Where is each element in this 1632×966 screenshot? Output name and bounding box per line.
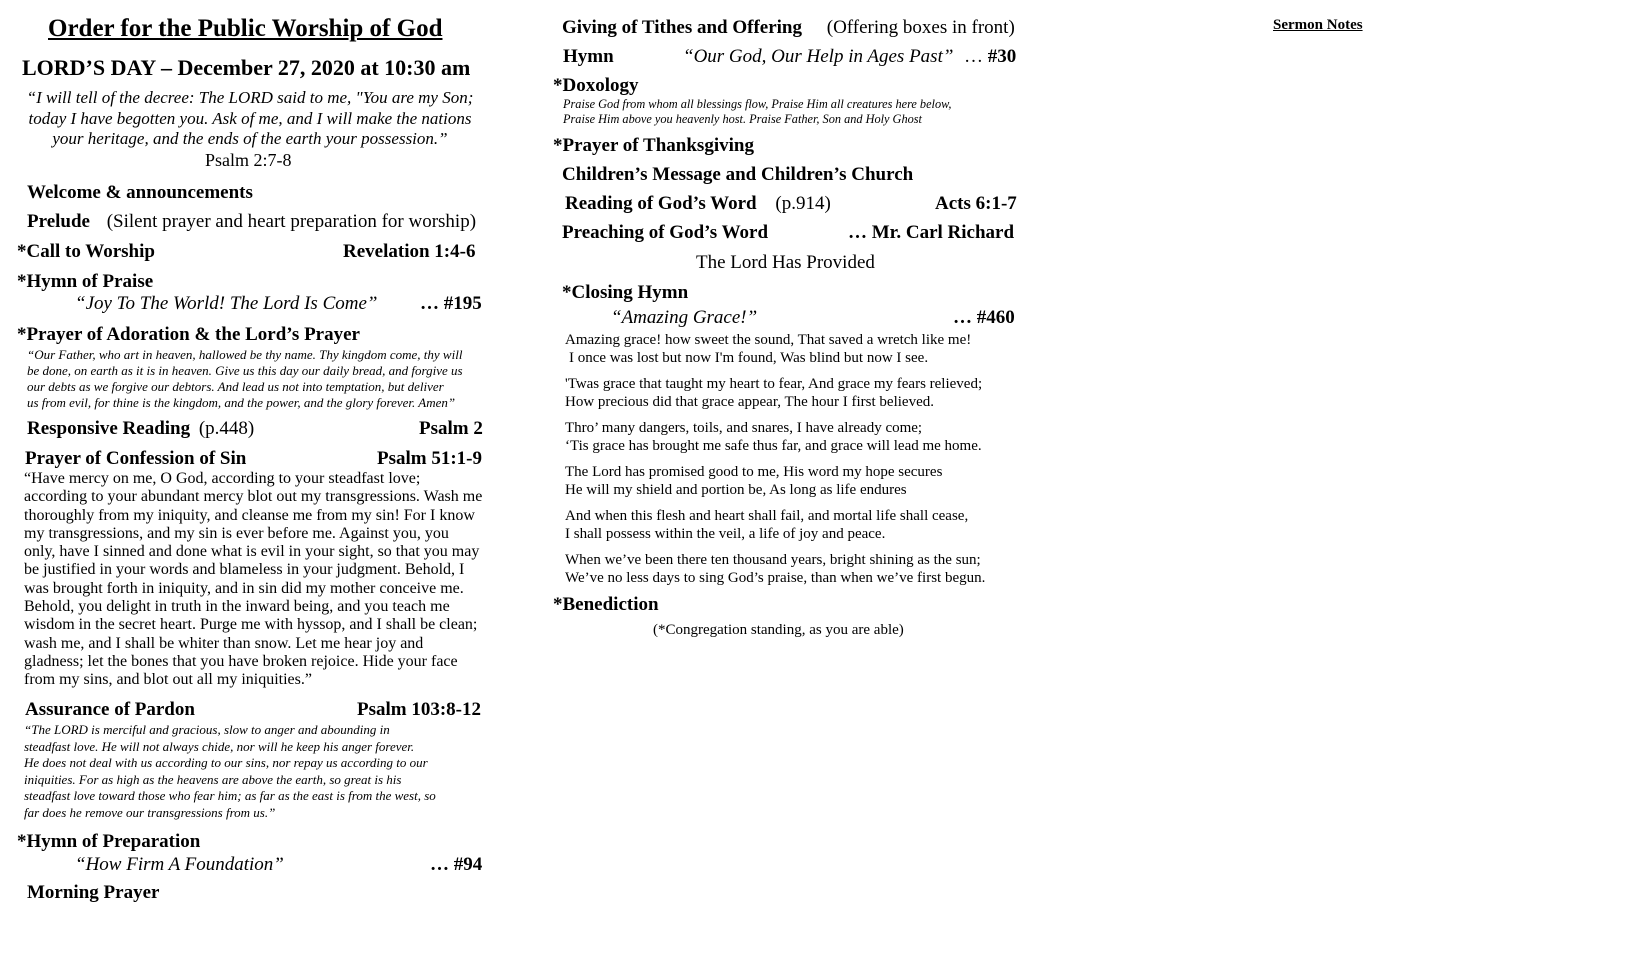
doxology-line: Praise Him above you heavenly host. Praise Father, Son and Holy Ghost [563, 112, 922, 126]
prelude-label: Prelude [27, 211, 90, 232]
assurance-line: iniquities. For as high as the heavens are above the earth, so great is his [24, 771, 402, 787]
standing-note: (*Congregation standing, as you are able) [653, 622, 904, 638]
hymn-of-preparation-label: *Hymn of Preparation [17, 831, 201, 852]
lyric-line: He will my shield and portion be, As long as life endures [565, 482, 907, 499]
assurance-line: steadfast love toward those who fear him; as far as the east is from the west, so [24, 788, 436, 804]
childrens-message-label: Children’s Message and Children’s Church [562, 164, 914, 185]
assurance-line: “The LORD is merciful and gracious, slow to anger and abounding in [24, 722, 390, 737]
lyric-line: And when this flesh and heart shall fail, and mortal life shall cease, [565, 508, 969, 524]
hymn-of-preparation-number: … #94 [430, 854, 483, 875]
verse-block-3 [565, 419, 982, 456]
confession-line: only, have I sinned and done what is evil in your sight, so that you may [24, 543, 480, 561]
prayer-line: us from evil, for thine is the kingdom, and the power, and the glory forever. Amen” [27, 395, 456, 410]
reading-page: (p.914) [775, 193, 831, 214]
responsive-reading-label: Responsive Reading [27, 418, 191, 439]
doxology-text [563, 97, 951, 127]
preaching-speaker: … Mr. Carl Richard [848, 222, 1015, 243]
lyric-line: I shall possess within the veil, a life of joy and peace. [565, 526, 886, 543]
adoration-prayer-label: *Prayer of Adoration & the Lord’s Prayer [17, 324, 360, 345]
confession-line: gladness; let the bones that you have broken rejoice. Hide your face [24, 652, 458, 670]
confession-line: Behold, you delight in truth in the inward being, and you teach me [24, 598, 450, 616]
verse-block-1 [565, 331, 971, 368]
assurance-line: far does he remove our transgressions from us.” [24, 804, 276, 820]
confession-line: wash me, and I shall be whiter than snow. Let me hear joy and [24, 634, 424, 652]
hymn-label: Hymn [563, 46, 614, 67]
confession-line: from my sins, and blot out all my iniquities.” [24, 671, 312, 689]
preaching-label: Preaching of God’s Word [562, 222, 769, 243]
reading-label: Reading of God’s Word [565, 193, 757, 214]
doxology-label: *Doxology [553, 75, 639, 96]
confession-line: be justified in your words and blameless in your judgment. Behold, I [24, 561, 465, 579]
verse-block-5 [565, 507, 968, 544]
closing-hymn-number: … #460 [953, 307, 1015, 328]
hymn-of-praise-title: “Joy To The World! The Lord Is Come” [75, 293, 378, 314]
lyric-line: We’ve no less days to sing God’s praise, than when we’ve first begun. [565, 570, 986, 587]
lyric-line: When we’ve been there ten thousand years, bright shining as the sun; [565, 552, 981, 568]
assurance-label: Assurance of Pardon [25, 699, 195, 720]
confession-reference: Psalm 51:1-9 [377, 448, 483, 469]
lyric-line: The Lord has promised good to me, His word my hope secures [565, 464, 943, 480]
confession-line: wisdom in the secret heart. Purge me with hyssop, and I shall be clean; [24, 616, 478, 634]
morning-prayer-heading: Morning Prayer [27, 882, 160, 903]
lyric-line: How precious did that grace appear, The hour I first believed. [565, 394, 934, 411]
sermon-title: The Lord Has Provided [696, 252, 875, 273]
prayer-line: be done, on earth as it is in heaven. Give us this day our daily bread, and forgive us [27, 363, 463, 378]
date-line: LORD’S DAY – December 27, 2020 at 10:30 am [22, 55, 471, 80]
responsive-reading-reference: Psalm 2 [419, 418, 483, 439]
hymn-title: “Our God, Our Help in Ages Past” [683, 46, 954, 67]
hymn-dots: … [964, 46, 983, 67]
verse-block-4 [565, 463, 942, 500]
lyric-line: 'Twas grace that taught my heart to fear, And grace my fears relieved; [565, 376, 983, 392]
lyric-line: Amazing grace! how sweet the sound, That saved a wretch like me! [565, 332, 972, 348]
benediction-label: *Benediction [553, 594, 659, 615]
tithes-note: (Offering boxes in front) [826, 17, 1015, 38]
tithes-label: Giving of Tithes and Offering [562, 17, 802, 38]
prayer-line: our debts as we forgive our debtors. And lead us not into temptation, but deliver [27, 379, 444, 394]
verse-block-6 [565, 551, 985, 588]
assurance-line: steadfast love. He will not always chide, nor will he keep his anger forever. [24, 738, 415, 754]
prelude-row [27, 211, 476, 233]
assurance-line: He does not deal with us according to our sins, nor repay us according to our [24, 755, 428, 771]
verse-line: your heritage, and the ends of the earth your possession.” [52, 129, 448, 148]
hymn-of-praise-number: … #195 [420, 293, 482, 314]
closing-hymn-title: “Amazing Grace!” [611, 307, 758, 328]
lyric-line: Thro’ many dangers, toils, and snares, I have already come; [565, 420, 923, 436]
hymn-of-praise-label: *Hymn of Praise [17, 271, 154, 292]
lords-prayer-text [27, 347, 463, 411]
responsive-reading-row [27, 418, 254, 440]
hymn-number: #30 [987, 46, 1017, 67]
reading-reference: Acts 6:1-7 [935, 193, 1017, 214]
opening-verse [10, 88, 490, 150]
opening-verse-reference: Psalm 2:7-8 [205, 150, 292, 170]
thanksgiving-label: *Prayer of Thanksgiving [553, 135, 754, 156]
reading-row [565, 193, 831, 215]
assurance-reference: Psalm 103:8-12 [357, 699, 482, 720]
responsive-reading-page: (p.448) [198, 418, 255, 439]
welcome-heading: Welcome & announcements [27, 182, 253, 203]
lyric-line: ‘Tis grace has brought me safe thus far, and grace will lead me home. [565, 438, 982, 455]
sermon-notes-heading: Sermon Notes [1273, 17, 1363, 33]
lyric-line: I once was lost but now I'm found, Was blind but now I see. [569, 350, 929, 367]
doxology-line: Praise God from whom all blessings flow, Praise Him all creatures here below, [563, 97, 952, 111]
confession-line: thoroughly from my iniquity, and cleanse me from my sin! For I know [24, 506, 475, 524]
closing-hymn-label: *Closing Hymn [562, 282, 689, 303]
call-to-worship-label: *Call to Worship [17, 241, 155, 262]
confession-label: Prayer of Confession of Sin [25, 448, 247, 469]
prelude-note: (Silent prayer and heart preparation for worship) [106, 211, 477, 232]
verse-block-2 [565, 375, 982, 412]
call-to-worship-reference: Revelation 1:4-6 [343, 241, 476, 262]
verse-line: today I have begotten you. Ask of me, and I will make the nations [28, 108, 472, 128]
assurance-text [24, 722, 436, 822]
prayer-line: “Our Father, who art in heaven, hallowed be thy name. Thy kingdom come, thy will [27, 347, 463, 362]
hymn-number-row [964, 46, 1016, 68]
verse-line: “I will tell of the decree: The LORD said to me, "You are my Son; [26, 88, 474, 107]
tithes-row [562, 17, 1015, 39]
hymn-of-preparation-title: “How Firm A Foundation” [75, 854, 284, 875]
confession-line: “Have mercy on me, O God, according to your steadfast love; [24, 470, 421, 487]
page-title: Order for the Public Worship of God [48, 15, 443, 42]
confession-line: according to your abundant mercy blot out my transgressions. Wash me [24, 488, 483, 506]
confession-line: my transgressions, and my sin is ever before me. Against you, you [24, 524, 449, 542]
confession-line: was brought forth in iniquity, and in sin did my mother conceive me. [24, 579, 464, 597]
confession-text [24, 470, 482, 690]
